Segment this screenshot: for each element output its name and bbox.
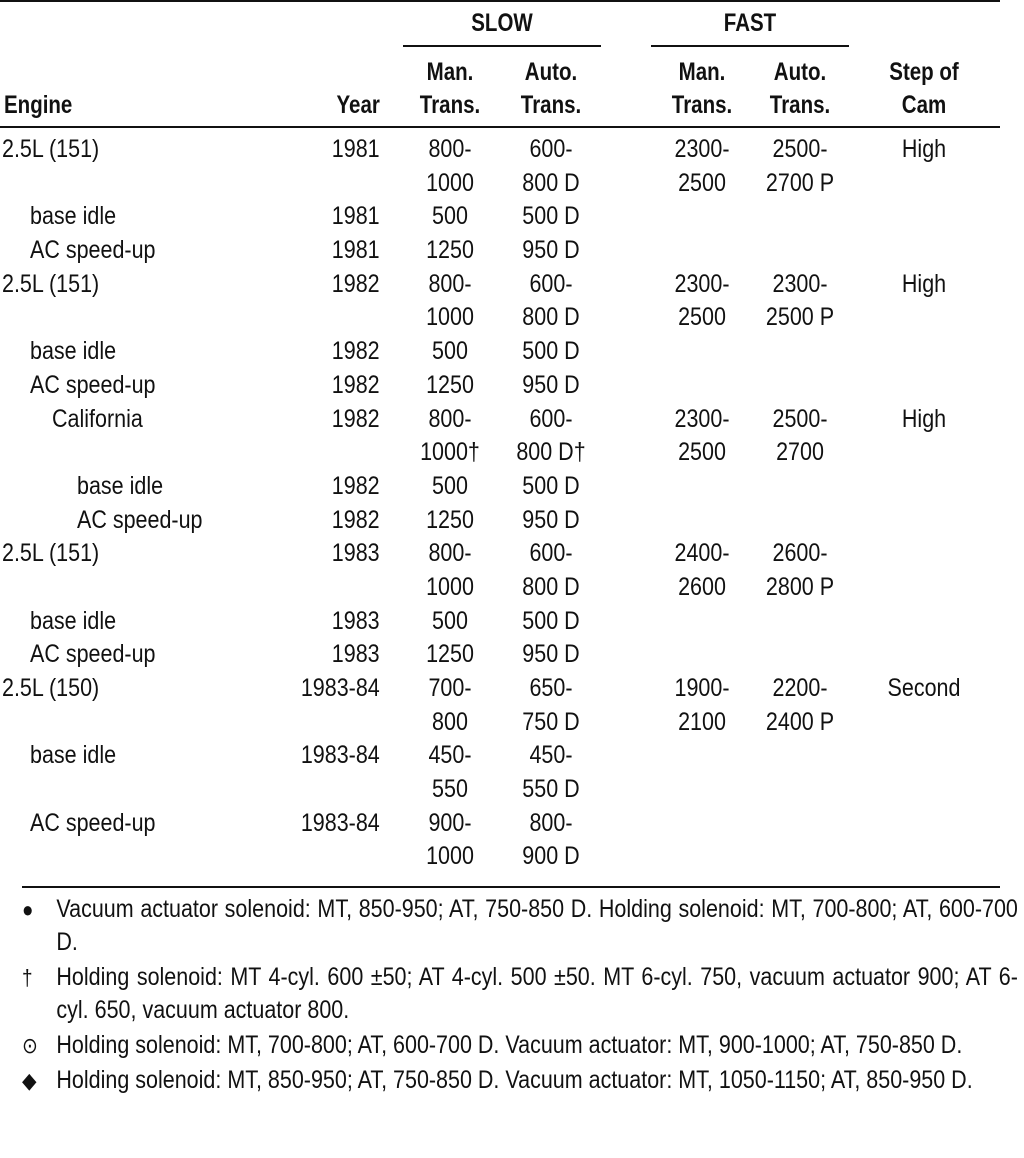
slow-man-trans-cell: 1250 [426,505,474,534]
fast-auto-trans-cell: 2500- [772,135,828,163]
slow-man-trans-cell: 1000 [426,303,474,332]
step-of-cam-header-line1: Step of [889,58,959,86]
slow-auto-trans-cell: 500 D [522,606,580,635]
slow-man-trans-cell: 900- [428,808,472,837]
slow-auto-trans-cell: 800- [529,808,573,837]
footnote-text: Vacuum actuator solenoid: MT, 850-950; AT, 750-850 D. Holding solenoid: MT, 700-800; AT, 600-700 D. [56,895,1018,956]
engine-cell: AC speed-up [30,640,156,669]
slow-auto-trans-cell: 950 D [522,236,580,265]
footnote [22,893,1022,959]
footnote-text: Holding solenoid: MT, 700-800; AT, 600-700 D. Vacuum actuator: MT, 900-1000; AT, 750-850 D. [56,1031,963,1059]
footnote-inner [22,961,1018,1027]
slow-auto-trans-cell: 800 D† [516,438,586,467]
engine-cell: 2.5L (151) [2,269,100,298]
table-row [0,369,1024,403]
slow-man-trans-cell: 800- [428,269,472,298]
step-of-cam-header-line2: Cam [901,91,947,119]
slow-auto-trans-cell: 600- [529,404,573,433]
fast-man-trans-cell: 2500 [678,303,726,332]
slow-auto-trans-cell: 600- [529,135,573,163]
fast-man-trans-cell: 2300- [674,135,730,163]
slow-man-trans-cell: 500 [432,606,468,635]
table-row [0,167,1024,201]
table-row [0,335,1024,369]
year-cell: 1982 [332,370,380,399]
footnote-inner [22,1064,1018,1097]
engine-column-header: Engine [4,91,73,119]
slow-auto-trans-cell: 550 D [522,775,580,804]
diamond-icon: ◆ [22,1068,37,1093]
slow-auto-header-line2: Trans. [520,91,582,119]
slow-man-trans-cell: 800- [428,539,472,568]
footnote-inner [22,893,1018,959]
year-cell: 1983-84 [301,808,380,837]
slow-man-trans-cell: 1000 [426,572,474,601]
table-row [0,773,1024,807]
year-cell: 1981 [332,202,380,231]
fast-man-trans-cell: 2300- [674,269,730,298]
top-rule [0,0,1000,2]
slow-man-trans-cell: 800 [432,707,468,736]
slow-auto-header-line1: Auto. [524,58,578,86]
slow-man-trans-cell: 1000† [420,438,480,467]
engine-cell: base idle [77,471,164,500]
footnote [22,961,1022,1027]
slow-man-trans-cell: 500 [432,202,468,231]
fast-man-trans-cell: 2400- [674,539,730,568]
slow-man-trans-cell: 1000 [426,168,474,197]
table-row [0,638,1024,672]
fast-man-trans-cell: 2500 [678,438,726,467]
table-row [0,268,1024,302]
table-row [0,807,1024,841]
footnote-rule [22,886,1000,888]
engine-cell: base idle [30,741,117,770]
table-row [0,840,1024,874]
year-cell: 1983-84 [301,741,380,770]
engine-cell: 2.5L (150) [2,674,100,702]
slow-auto-trans-cell: 600- [529,539,573,568]
step-of-cam-cell: High [901,404,947,433]
slow-auto-trans-cell: 500 D [522,337,580,366]
engine-cell: AC speed-up [30,808,156,837]
slow-auto-trans-cell: 950 D [522,505,580,534]
slow-auto-trans-cell: 800 D [522,572,580,601]
slow-man-trans-cell: 1000 [426,842,474,871]
slow-man-trans-cell: 500 [432,337,468,366]
slow-man-header-line1: Man. [426,58,474,86]
table-row [0,571,1024,605]
table-row [0,234,1024,268]
fast-man-header-line1: Man. [678,58,726,86]
fast-auto-trans-cell: 2500 P [765,303,835,332]
year-cell: 1982 [332,337,380,366]
fast-auto-trans-cell: 2600- [772,539,828,568]
fast-man-trans-cell: 2600 [678,572,726,601]
circled-dot-icon: ⊙ [22,1033,38,1058]
slow-auto-trans-cell: 600- [529,269,573,298]
year-cell: 1981 [332,236,380,265]
engine-cell: base idle [30,202,117,231]
step-of-cam-cell: High [901,135,947,163]
table-row [0,200,1024,234]
fast-man-trans-cell: 1900- [674,674,730,702]
year-cell: 1983 [332,539,380,568]
year-cell: 1982 [332,471,380,500]
table-row [0,739,1024,773]
year-cell: 1982 [332,404,380,433]
fast-auto-trans-cell: 2300- [772,269,828,298]
slow-man-trans-cell: 800- [428,404,472,433]
slow-man-trans-cell: 1250 [426,640,474,669]
slow-man-trans-cell: 550 [432,775,468,804]
year-cell: 1981 [332,135,380,163]
engine-cell: AC speed-up [30,370,156,399]
fast-auto-trans-cell: 2700 P [765,168,835,197]
year-cell: 1983 [332,640,380,669]
footnotes [22,893,1022,1099]
slow-auto-trans-cell: 950 D [522,640,580,669]
header-bottom-rule [0,126,1000,128]
table-row [0,706,1024,740]
slow-man-header-line2: Trans. [419,91,481,119]
bullet-icon: ● [22,897,34,922]
table-row [0,470,1024,504]
slow-group-header: SLOW [471,9,533,37]
footnote [22,1064,1022,1097]
slow-auto-trans-cell: 500 D [522,202,580,231]
table-row [0,133,1024,167]
slow-auto-trans-cell: 800 D [522,303,580,332]
fast-auto-trans-cell: 2800 P [765,572,835,601]
table-row [0,672,1024,706]
engine-cell: base idle [30,337,117,366]
slow-auto-trans-cell: 500 D [522,471,580,500]
fast-group-rule [651,45,849,47]
slow-man-trans-cell: 800- [428,135,472,163]
fast-man-trans-cell: 2300- [674,404,730,433]
table-body [0,133,1024,874]
footnote-inner [22,1029,1018,1062]
fast-man-header-line2: Trans. [671,91,733,119]
year-cell: 1983-84 [301,674,380,702]
table-row [0,436,1024,470]
slow-auto-trans-cell: 950 D [522,370,580,399]
engine-cell: 2.5L (151) [2,135,100,163]
year-cell: 1982 [332,269,380,298]
slow-man-trans-cell: 1250 [426,236,474,265]
fast-auto-header-line2: Trans. [769,91,831,119]
footnote [22,1029,1022,1062]
slow-auto-trans-cell: 450- [529,741,573,770]
engine-cell: AC speed-up [30,236,156,265]
engine-cell: 2.5L (151) [2,539,100,568]
year-column-header: Year [336,91,380,119]
dagger-icon: † [22,965,33,990]
slow-man-trans-cell: 450- [428,741,472,770]
fast-auto-header-line1: Auto. [773,58,827,86]
fast-auto-trans-cell: 2200- [772,674,828,702]
engine-cell: base idle [30,606,117,635]
slow-man-trans-cell: 700- [428,674,472,702]
slow-auto-trans-cell: 750 D [522,707,580,736]
table-row [0,301,1024,335]
footnote-text: Holding solenoid: MT 4-cyl. 600 ±50; AT 4-cyl. 500 ±50. MT 6-cyl. 750, vacuum actuator 900; AT 6-cyl. 650, vacuum actuator 800. [56,963,1018,1024]
table-row [0,504,1024,538]
slow-group-rule [403,45,601,47]
year-cell: 1983 [332,606,380,635]
table-row [0,605,1024,639]
table-row [0,403,1024,437]
fast-man-trans-cell: 2500 [678,168,726,197]
year-cell: 1982 [332,505,380,534]
engine-cell: California [52,404,143,433]
fast-man-trans-cell: 2100 [678,707,726,736]
footnote-text: Holding solenoid: MT, 850-950; AT, 750-850 D. Vacuum actuator: MT, 1050-1150; AT, 850-950 D. [56,1066,973,1094]
engine-cell: AC speed-up [77,505,203,534]
fast-auto-trans-cell: 2700 [776,438,824,467]
step-of-cam-cell: High [901,269,947,298]
fast-auto-trans-cell: 2500- [772,404,828,433]
slow-auto-trans-cell: 800 D [522,168,580,197]
slow-auto-trans-cell: 900 D [522,842,580,871]
slow-man-trans-cell: 500 [432,471,468,500]
step-of-cam-cell: Second [887,674,961,702]
slow-man-trans-cell: 1250 [426,370,474,399]
table-row [0,537,1024,571]
fast-group-header: FAST [723,9,777,37]
fast-auto-trans-cell: 2400 P [765,707,835,736]
slow-auto-trans-cell: 650- [529,674,573,702]
